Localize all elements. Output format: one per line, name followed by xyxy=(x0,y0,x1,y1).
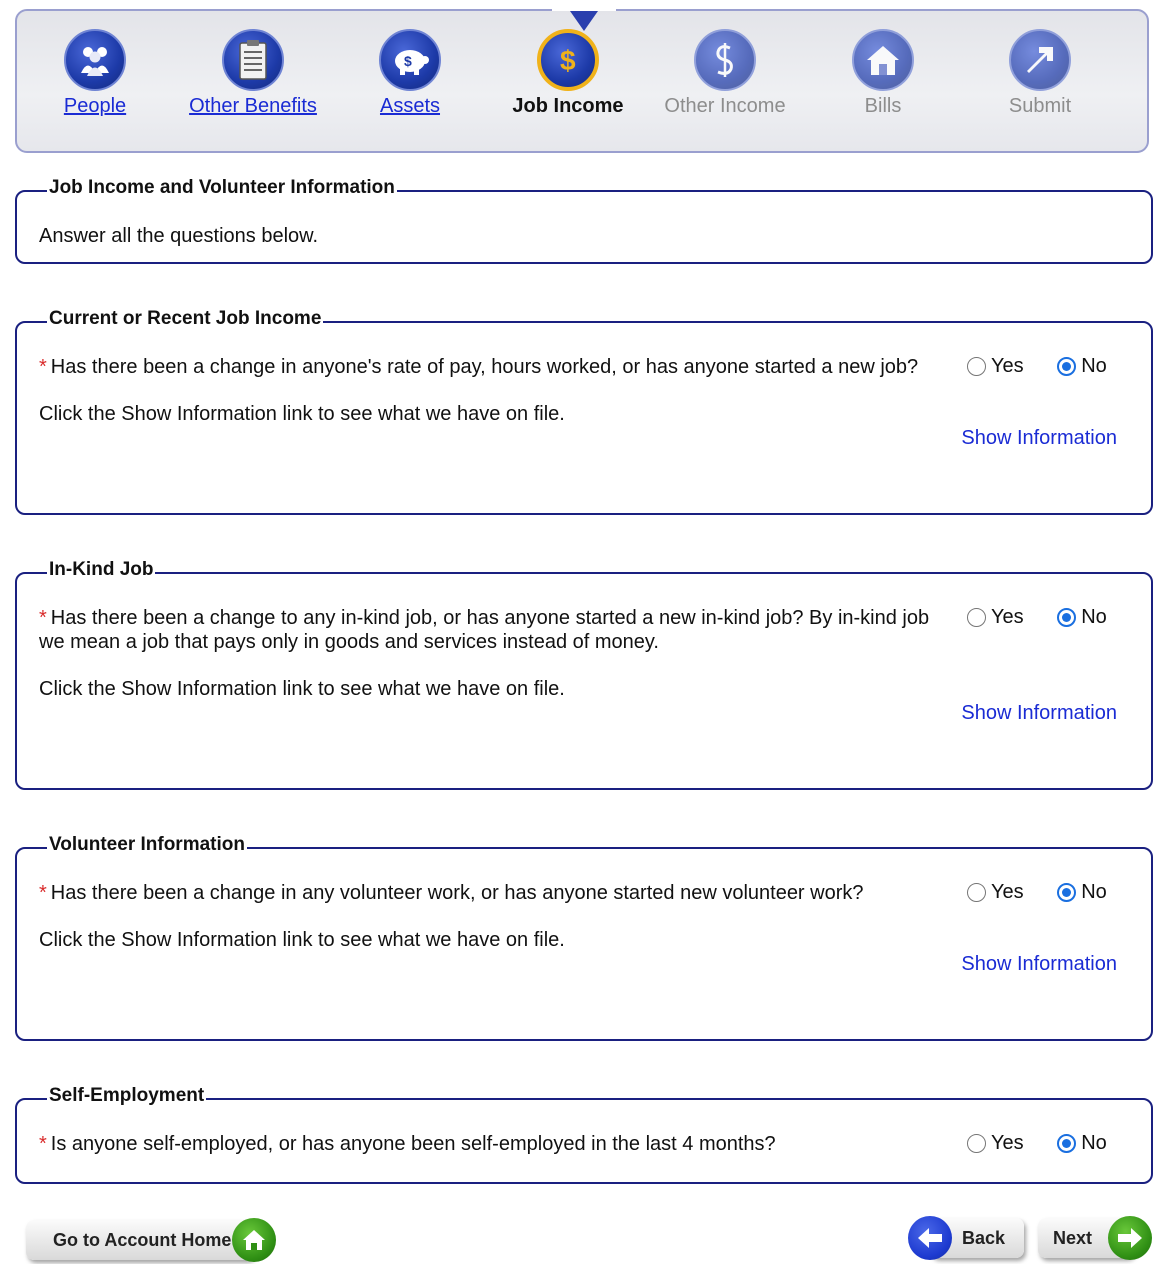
info-note: Click the Show Information link to see what we have on file. xyxy=(39,929,565,951)
question-label: Has there been a change to any in-kind job, or has anyone started a new in-kind job? By in-kind job we mean a job that pays only in goods and services instead of money. xyxy=(39,607,930,653)
svg-text:$: $ xyxy=(404,53,412,69)
arrow-right-icon[interactable] xyxy=(1108,1216,1152,1260)
question-text xyxy=(39,881,949,905)
radio-no-label[interactable]: No xyxy=(1081,606,1107,628)
people-icon[interactable] xyxy=(64,29,126,91)
yes-no-radio-group xyxy=(967,1132,1135,1159)
current-step-pointer xyxy=(570,11,598,31)
job-income-section xyxy=(15,308,1153,515)
radio-no-circle[interactable] xyxy=(1057,1134,1076,1153)
arrow-icon xyxy=(1009,29,1071,91)
radio-yes[interactable] xyxy=(967,881,1024,904)
question-text xyxy=(39,606,949,654)
dollar-icon xyxy=(537,29,599,91)
step-assets[interactable] xyxy=(330,29,490,118)
radio-no-circle[interactable] xyxy=(1057,357,1076,376)
radio-no-label[interactable]: No xyxy=(1081,355,1107,377)
radio-no[interactable] xyxy=(1057,1132,1107,1155)
clipboard-icon[interactable] xyxy=(222,29,284,91)
required-marker: * xyxy=(39,356,47,378)
radio-no-label[interactable]: No xyxy=(1081,1132,1107,1154)
show-information-link[interactable]: Show Information xyxy=(961,953,1117,975)
home-icon[interactable] xyxy=(232,1218,276,1262)
back-button[interactable] xyxy=(930,1218,1024,1258)
radio-no[interactable] xyxy=(1057,881,1107,904)
step-submit xyxy=(960,29,1120,118)
radio-yes-label[interactable]: Yes xyxy=(991,881,1024,903)
radio-no[interactable] xyxy=(1057,355,1107,378)
step-other-benefits-label[interactable]: Other Benefits xyxy=(189,95,317,117)
step-other-benefits[interactable] xyxy=(173,29,333,118)
radio-no-circle[interactable] xyxy=(1057,608,1076,627)
piggy-bank-icon[interactable] xyxy=(379,29,441,91)
radio-yes-circle[interactable] xyxy=(967,357,986,376)
radio-yes-circle[interactable] xyxy=(967,608,986,627)
radio-yes-label[interactable]: Yes xyxy=(991,606,1024,628)
required-marker: * xyxy=(39,607,47,629)
info-note: Click the Show Information link to see what we have on file. xyxy=(39,678,565,700)
radio-yes-circle[interactable] xyxy=(967,1134,986,1153)
step-job-income-label: Job Income xyxy=(512,95,624,117)
arrow-left-icon[interactable] xyxy=(908,1216,952,1260)
radio-yes-circle[interactable] xyxy=(967,883,986,902)
section-legend: Current or Recent Job Income xyxy=(49,308,322,329)
radio-yes[interactable] xyxy=(967,355,1024,378)
required-marker: * xyxy=(39,1133,47,1155)
next-label[interactable]: Next xyxy=(1053,1227,1093,1248)
volunteer-section xyxy=(15,834,1153,1041)
radio-no[interactable] xyxy=(1057,606,1107,629)
in-kind-job-section xyxy=(15,559,1153,790)
step-people[interactable] xyxy=(15,29,175,118)
question-label: Has there been a change in any volunteer work, or has anyone started new volunteer work? xyxy=(50,882,864,904)
radio-yes-label[interactable]: Yes xyxy=(991,355,1024,377)
svg-text:$: $ xyxy=(560,45,576,76)
question-text xyxy=(39,355,949,379)
house-icon xyxy=(852,29,914,91)
step-job-income xyxy=(488,29,648,118)
step-other-income-label: Other Income xyxy=(664,95,786,117)
intro-text: Answer all the questions below. xyxy=(39,225,319,247)
radio-yes[interactable] xyxy=(967,606,1024,629)
next-button[interactable] xyxy=(1038,1218,1134,1258)
radio-no-circle[interactable] xyxy=(1057,883,1076,902)
go-to-account-home-button[interactable] xyxy=(26,1220,254,1260)
progress-nav xyxy=(15,9,1149,153)
info-note: Click the Show Information link to see what we have on file. xyxy=(39,403,565,425)
step-other-income xyxy=(645,29,805,118)
radio-no-label[interactable]: No xyxy=(1081,881,1107,903)
step-bills xyxy=(803,29,963,118)
radio-yes[interactable] xyxy=(967,1132,1024,1155)
yes-no-radio-group xyxy=(967,606,1135,633)
step-submit-label: Submit xyxy=(1008,95,1072,117)
show-information-link[interactable]: Show Information xyxy=(961,427,1117,449)
question-text xyxy=(39,1132,949,1156)
section-legend: Self-Employment xyxy=(49,1085,205,1106)
required-marker: * xyxy=(39,882,47,904)
yes-no-radio-group xyxy=(967,881,1135,908)
question-label: Is anyone self-employed, or has anyone been self-employed in the last 4 months? xyxy=(50,1133,776,1155)
show-information-link[interactable]: Show Information xyxy=(961,702,1117,724)
question-label: Has there been a change in anyone's rate of pay, hours worked, or has anyone started a new job? xyxy=(50,356,919,378)
section-legend: Volunteer Information xyxy=(49,834,245,855)
step-bills-label: Bills xyxy=(864,95,902,117)
radio-yes-label[interactable]: Yes xyxy=(991,1132,1024,1154)
back-label[interactable]: Back xyxy=(962,1227,1006,1248)
currency-icon xyxy=(694,29,756,91)
yes-no-radio-group xyxy=(967,355,1135,382)
step-assets-label[interactable]: Assets xyxy=(379,95,441,117)
intro-legend: Job Income and Volunteer Information xyxy=(49,177,395,198)
self-employment-section xyxy=(15,1085,1153,1184)
section-legend: In-Kind Job xyxy=(49,559,154,580)
intro-section xyxy=(15,177,1153,264)
go-to-account-home-label[interactable]: Go to Account Home xyxy=(53,1229,232,1250)
step-people-label[interactable]: People xyxy=(63,95,127,117)
